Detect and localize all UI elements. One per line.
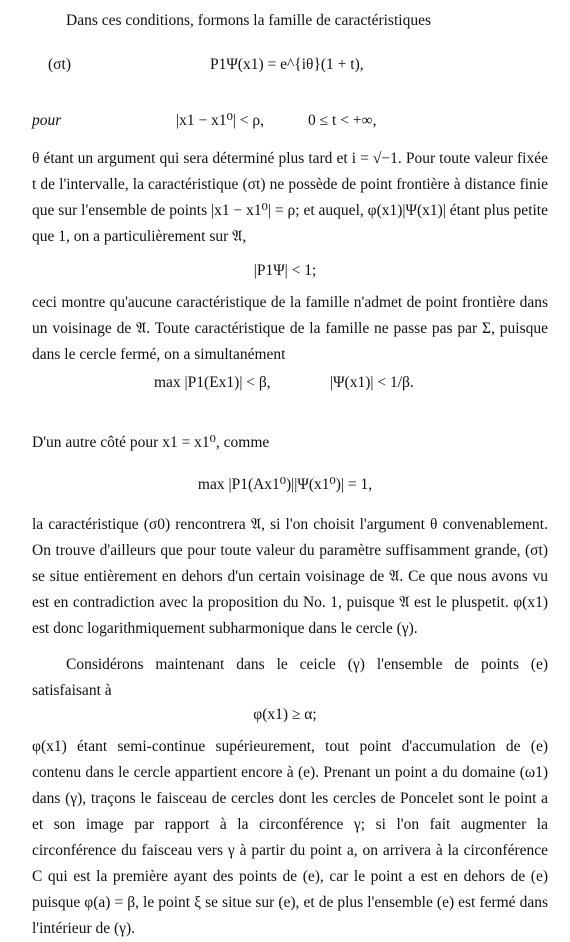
equation-part-a: max |P1(Ex1)| < β, bbox=[154, 374, 271, 391]
equation-max-one: max |P1(Ax1⁰)||Ψ(x1⁰)| = 1, bbox=[197, 476, 373, 493]
equation-part-b: 0 ≤ t < +∞, bbox=[308, 112, 377, 129]
equation-label: (σt) bbox=[48, 56, 71, 73]
equation-part-b: |Ψ(x1)| < 1/β. bbox=[330, 374, 414, 391]
paragraph-theta: θ étant un argument qui sera déterminé plus tard et i = √−1. Pour toute valeur fixée t de l'intervalle, la caractéristique (σt) ne possède de point frontière à distance finie que sur l'ensemble de points |x1 − x1⁰| = ρ; et auquel, φ(x1)|Ψ(x1)| étant plus petite que 1, on a particulièrement sur 𝔄, bbox=[32, 150, 548, 245]
equation-sigma-t bbox=[0, 52, 570, 78]
paragraph-autre-cote: D'un autre côté pour x1 = x1⁰, comme bbox=[32, 434, 270, 451]
equation-body: P1Ψ(x1) = e^{iθ}(1 + t), bbox=[210, 56, 364, 73]
equation-p1psi: |P1Ψ| < 1; bbox=[253, 262, 317, 279]
equation-phi-alpha: φ(x1) ≥ α; bbox=[253, 706, 317, 723]
paragraph-intro: Dans ces conditions, formons la famille de caractéristiques bbox=[66, 12, 431, 29]
paragraph-semi-continue: φ(x1) étant semi-continue supérieurement, tout point d'accumulation de (e) contenu dans le cercle appartient encore à (e). Prenant un point a du domaine (ω1) dans (γ), traçons le faisceau de cercles dont les cercles de Poncelet sont le point a et son image par rapport à la circonférence γ; si l'on fait augmenter la circonférence du faisceau vers γ à partir du point a, on arrivera à la circonférence C qui est la première ayant des points de (e), car le point a est en dehors de (e) puisque φ(a) = β, le point ξ se situe sur (e), et de plus l'ensemble (e) est fermé dans l'intérieur de (γ). bbox=[32, 738, 548, 937]
equation-max-beta bbox=[0, 370, 570, 396]
paragraph-voisinage: ceci montre qu'aucune caractéristique de la famille n'admet de point frontière dans un voisinage de 𝔄. Toute caractéristique de la famille ne passe pas par Σ, puisque dans le cercle fermé, on a simultanément bbox=[32, 294, 548, 363]
equation-prefix: pour bbox=[32, 112, 62, 129]
paragraph-considerons: Considérons maintenant dans le ceicle (γ) l'ensemble de points (e) satisfaisant à bbox=[32, 656, 548, 699]
paragraph-contradiction: la caractéristique (σ0) rencontrera 𝔄, si l'on choisit l'argument θ convenablement. On trouve d'ailleurs que pour toute valeur du paramètre suffisamment grande, (σt) se situe entièrement en dehors d'un certain voisinage de 𝔄. Ce que nous avons vu est en contradiction avec la proposition du No. 1, puisque 𝔄 est le pluspetit. φ(x1) est donc logarithmiquement subharmonique dans le cercle (γ). bbox=[32, 516, 548, 637]
equation-domain bbox=[0, 108, 570, 134]
equation-part-a: |x1 − x1⁰| < ρ, bbox=[176, 112, 265, 129]
